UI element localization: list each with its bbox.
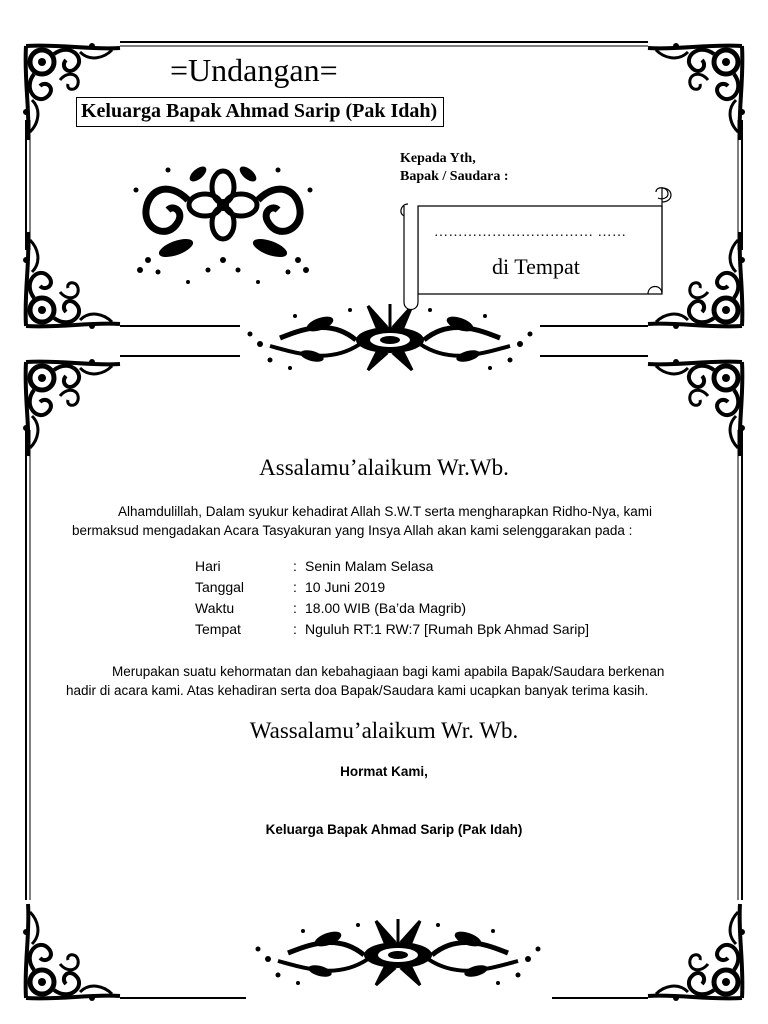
detail-label: Tanggal	[195, 579, 245, 595]
detail-row	[195, 621, 589, 642]
event-details	[195, 558, 589, 642]
detail-separator: :	[293, 600, 297, 616]
recipient-place: di Tempat	[492, 254, 580, 279]
recipient-name-blank: …………………………… ……	[434, 225, 627, 240]
detail-row	[195, 558, 589, 579]
greeting: Assalamu’alaikum Wr.Wb.	[259, 455, 509, 480]
scroll-banner	[392, 184, 678, 314]
signature: Keluarga Bapak Ahmad Sarip (Pak Idah)	[265, 822, 523, 837]
family-name-box: Keluarga Bapak Ahmad Sarip (Pak Idah)	[76, 97, 444, 127]
detail-separator: :	[293, 621, 297, 637]
recipient-heading	[400, 150, 509, 186]
detail-value: Senin Malam Selasa	[305, 558, 434, 574]
page-title: =Undangan=	[170, 52, 338, 88]
closing-line-2: hadir di acara kami. Atas kehadiran serta doa Bapak/Saudara kami ucapkan banyak terima kasih.	[66, 683, 649, 698]
regards: Hormat Kami,	[340, 764, 428, 779]
detail-separator: :	[293, 558, 297, 574]
intro-line-2: bermaksud mengadakan Acara Tasyakuran yang Insya Allah akan kami selenggarakan pada :	[72, 523, 633, 538]
intro-paragraph	[72, 502, 712, 540]
recipient-line-2: Bapak / Saudara :	[400, 169, 509, 184]
detail-value: 18.00 WIB (Ba’da Magrib)	[305, 600, 467, 616]
closing-paragraph	[66, 662, 716, 700]
intro-line-1: Alhamdulillah, Dalam syukur kehadirat Allah S.W.T serta mengharapkan Ridho-Nya, kami	[118, 504, 652, 519]
flower-ornament	[128, 160, 318, 290]
detail-separator: :	[293, 579, 297, 595]
detail-row	[195, 579, 589, 600]
closing-line-1: Merupakan suatu kehormatan dan kebahagiaan bagi kami apabila Bapak/Saudara berkenan	[112, 664, 665, 679]
detail-label: Waktu	[195, 600, 235, 616]
detail-value: Nguluh RT:1 RW:7 [Rumah Bpk Ahmad Sarip]	[305, 621, 590, 637]
detail-row	[195, 600, 589, 621]
farewell: Wassalamu’alaikum Wr. Wb.	[249, 718, 519, 743]
recipient-line-1: Kepada Yth,	[400, 151, 476, 166]
detail-label: Tempat	[195, 621, 241, 637]
detail-label: Hari	[195, 558, 221, 574]
detail-value: 10 Juni 2019	[305, 579, 386, 595]
